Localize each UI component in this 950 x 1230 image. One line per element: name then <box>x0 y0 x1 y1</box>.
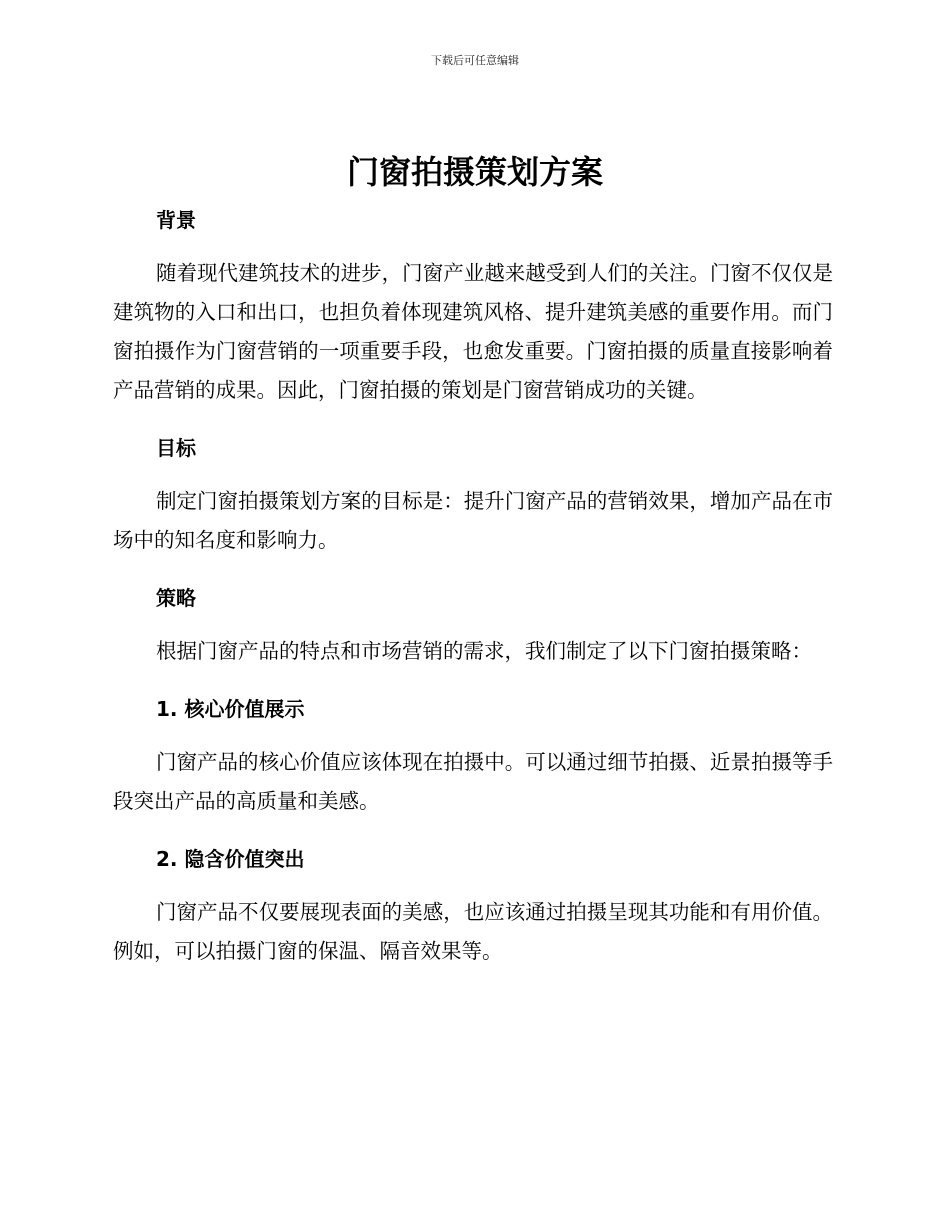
section-paragraph-strategy: 根据门窗产品的特点和市场营销的需求，我们制定了以下门窗拍摄策略： <box>156 639 812 663</box>
section-paragraph-hidden-value: 门窗产品不仅要展现表面的美感，也应该通过拍摄呈现其功能和有用价值。例如，可以拍摄门窗的保温、隔音效果等。 <box>113 900 833 963</box>
section-heading-core-value: 1. 核心价值展示 <box>156 697 305 721</box>
page-header-note: 下载后可任意编辑 <box>431 54 519 67</box>
section-heading-background: 背景 <box>156 208 196 232</box>
section-paragraph-background: 随着现代建筑技术的进步，门窗产业越来越受到人们的关注。门窗不仅仅是建筑物的入口和出口，也担负着体现建筑风格、提升建筑美感的重要作用。而门窗拍摄作为门窗营销的一项重要手段，也愈发重要。门窗拍摄的质量直接影响着产品营销的成果。因此，门窗拍摄的策划是门窗营销成功的关键。 <box>113 261 833 402</box>
document-body <box>113 203 833 971</box>
section-heading-strategy: 策略 <box>156 586 196 610</box>
section-heading-hidden-value: 2. 隐含价值突出 <box>156 847 305 871</box>
document-title: 门窗拍摄策划方案 <box>346 153 603 191</box>
section-background <box>113 203 833 410</box>
section-paragraph-goal: 制定门窗拍摄策划方案的目标是：提升门窗产品的营销效果，增加产品在市场中的知名度和影响力。 <box>113 489 833 552</box>
section-paragraph-core-value: 门窗产品的核心价值应该体现在拍摄中。可以通过细节拍摄、近景拍摄等手段突出产品的高质量和美感。 <box>113 750 833 813</box>
section-heading-goal: 目标 <box>156 436 196 460</box>
section-hidden-value <box>113 842 833 971</box>
section-goal <box>113 431 833 560</box>
section-core-value <box>113 692 833 821</box>
section-strategy <box>113 581 833 671</box>
